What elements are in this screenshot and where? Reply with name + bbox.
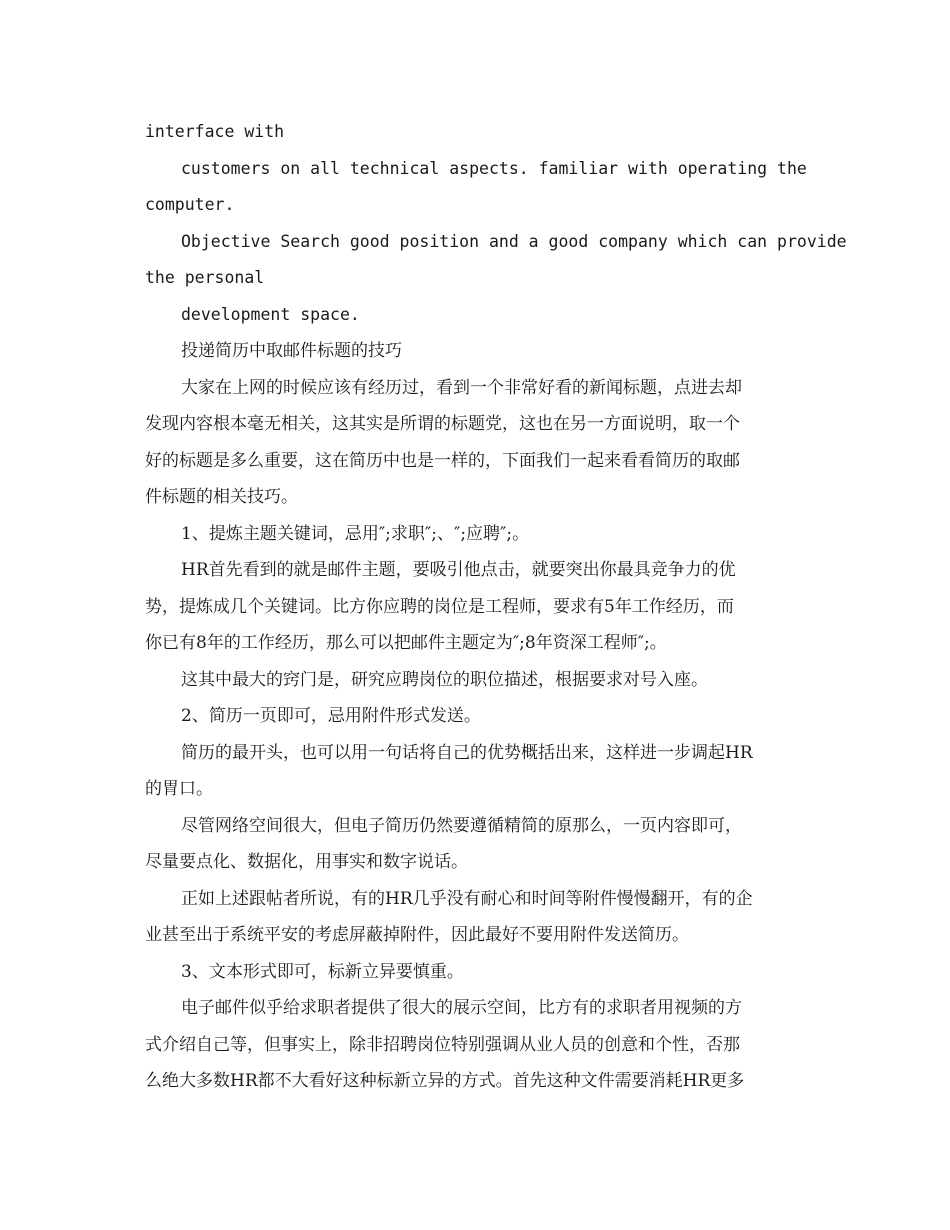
text-line: HR首先看到的就是邮件主题，要吸引他点击，就要突出你最具竞争力的优 <box>181 560 736 580</box>
document-page <box>145 114 847 1100</box>
text-line: 尽管网络空间很大，但电子简历仍然要遵循精简的原那么，一页内容即可， <box>181 815 742 836</box>
text-line: 好的标题是多么重要，这在简历中也是一样的，下面我们一起来看看简历的取邮 <box>145 450 740 471</box>
text-line: 业甚至出于系统平安的考虑屏蔽掉附件，因此最好不要用附件发送简历。 <box>145 925 689 945</box>
text-line: 你已有8年的工作经历，那么可以把邮件主题定为″;8年资深工程师″;。 <box>145 633 667 653</box>
text-line: the personal <box>145 268 265 287</box>
text-line: 2、简历一页即可，忌用附件形式发送。 <box>181 706 481 726</box>
text-line: development space. <box>181 304 360 324</box>
text-line: Objective Search good position and a good company which can provide <box>181 231 847 251</box>
text-line: 简历的最开头，也可以用一句话将自己的优势概括出来，这样进一步调起HR <box>181 742 753 763</box>
text-line: 式介绍自己等，但事实上，除非招聘岗位特别强调从业人员的创意和个性，否那 <box>145 1034 740 1055</box>
text-line: 大家在上网的时候应该有经历过，看到一个非常好看的新闻标题，点进去却 <box>181 377 742 398</box>
text-line: 电子邮件似乎给求职者提供了很大的展示空间，比方有的求职者用视频的方 <box>181 998 742 1018</box>
text-line: 势，提炼成几个关键词。比方你应聘的岗位是工程师，要求有5年工作经历，而 <box>145 596 734 617</box>
text-line: 发现内容根本毫无相关，这其实是所谓的标题党，这也在另一方面说明，取一个 <box>145 414 740 434</box>
text-line: 这其中最大的窍门是，研究应聘岗位的职位描述，根据要求对号入座。 <box>181 669 708 690</box>
text-line: 件标题的相关技巧。 <box>145 487 298 507</box>
text-line: 的胃口。 <box>145 779 213 799</box>
text-line: interface with <box>145 122 285 141</box>
text-line: 1、提炼主题关键词，忌用″;求职″;、″;应聘″;。 <box>181 523 530 544</box>
text-line: 投递简历中取邮件标题的技巧 <box>181 341 402 361</box>
text-line: 么绝大多数HR都不大看好这种标新立异的方式。首先这种文件需要消耗HR更多 <box>145 1071 745 1091</box>
text-line: 正如上述跟帖者所说，有的HR几乎没有耐心和时间等附件慢慢翻开，有的企 <box>181 888 753 909</box>
text-line: 3、文本形式即可，标新立异要慎重。 <box>181 961 464 982</box>
text-line: customers on all technical aspects. familiar with operating the <box>181 158 807 178</box>
text-line: computer. <box>145 195 235 214</box>
text-line: 尽量要点化、数据化，用事实和数字说话。 <box>145 852 468 872</box>
